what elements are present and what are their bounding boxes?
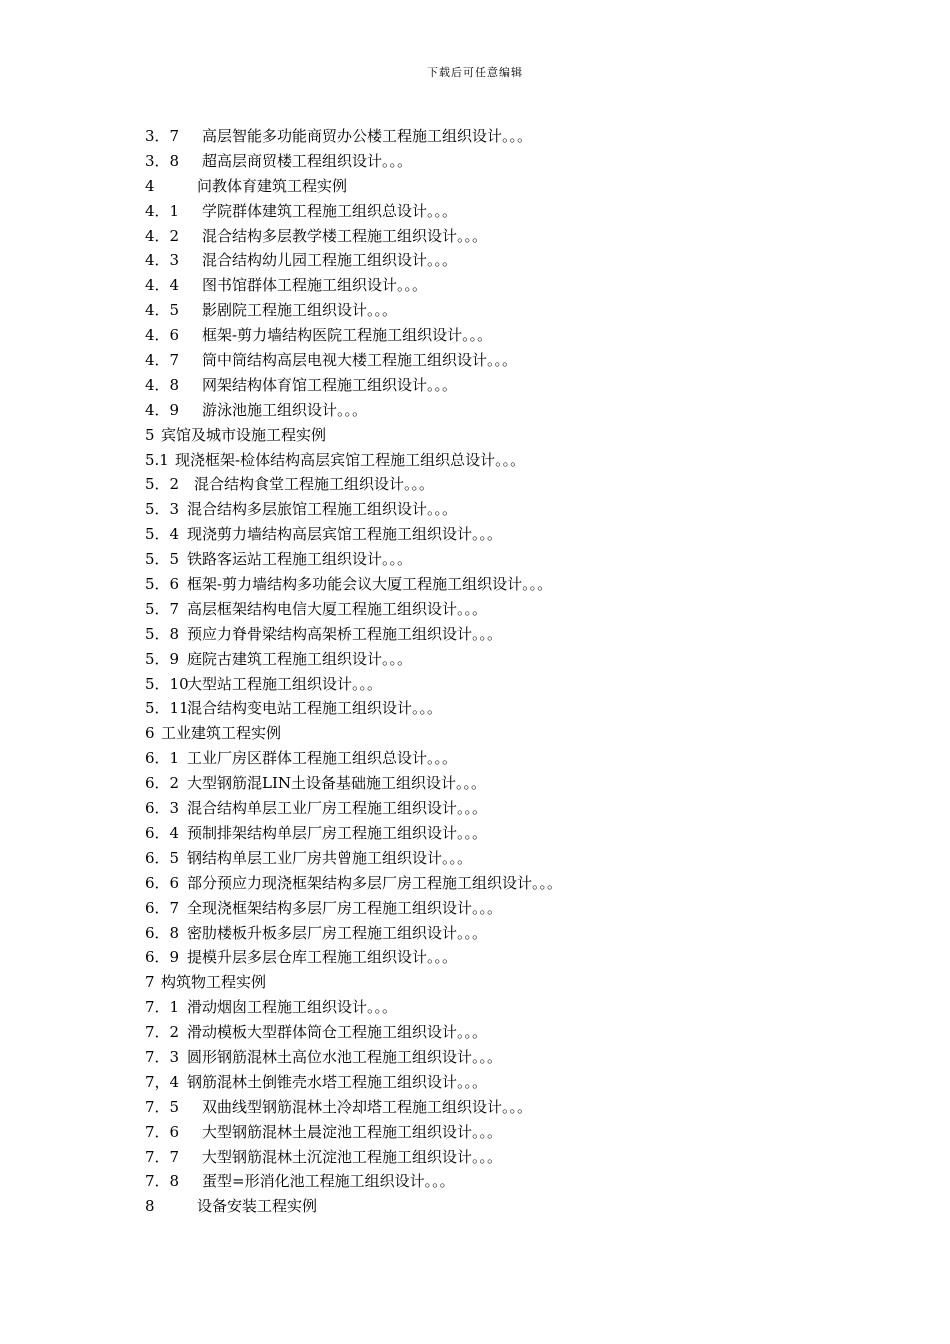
toc-entry [145, 771, 905, 796]
toc-entry [145, 323, 905, 348]
toc-entry [145, 721, 905, 746]
toc-entry-title: 大型钢筋混LIN土设备基础施工组织设计。。。 [187, 774, 487, 793]
toc-entry [145, 373, 905, 398]
toc-entry-title: 庭院古建筑工程施工组织设计。。。 [187, 649, 413, 668]
toc-entry-number: 3．8 [145, 151, 180, 170]
toc-entry-title: 预应力脊骨梁结构高架桥工程施工组织设计。。。 [187, 624, 503, 643]
page-header: 下载后可任意编辑 [427, 66, 523, 79]
toc-entry-title: 框架-剪力墙结构多功能会议大厦工程施工组织设计。。。 [187, 575, 553, 594]
toc-entry-title: 混合结构多层教学楼工程施工组织设计。。。 [202, 226, 488, 245]
toc-entry-number: 6．7 [145, 898, 180, 917]
toc-entry-title: 提模升层多层仓库工程施工组织设计。。。 [187, 948, 458, 967]
table-of-contents [145, 124, 905, 1219]
toc-entry-number: 5．10 [145, 674, 189, 693]
toc-entry-number: 4．5 [145, 301, 180, 320]
toc-entry-title: 大型钢筋混林土晨淀池工程施工组织设计。。。 [202, 1122, 503, 1141]
toc-entry [145, 1145, 905, 1170]
toc-entry-title: 工业建筑工程实例 [161, 724, 282, 743]
toc-entry-number: 6 [145, 724, 155, 743]
toc-entry-title: 筒中筒结构高层电视大楼工程施工组织设计。。。 [202, 351, 518, 370]
toc-entry-number: 6．2 [145, 774, 180, 793]
toc-entry-number: 7．2 [145, 1023, 180, 1042]
toc-entry [145, 497, 905, 522]
toc-entry-number: 5．2 [145, 475, 180, 494]
toc-entry [145, 846, 905, 871]
toc-entry-number: 5．8 [145, 624, 180, 643]
toc-entry [145, 273, 905, 298]
toc-entry-title: 学院群体建筑工程施工组织总设计。。。 [202, 201, 458, 220]
toc-entry [145, 124, 905, 149]
toc-entry [145, 970, 905, 995]
toc-entry-title: 全现浇框架结构多层厂房工程施工组织设计。。。 [187, 898, 503, 917]
toc-entry-title: 双曲线型钢筋混林土冷却塔工程施工组织设计。。。 [202, 1097, 533, 1116]
toc-entry-number: 3．7 [145, 127, 180, 145]
toc-entry-title: 混合结构食堂工程施工组织设计。。。 [194, 475, 435, 494]
toc-entry [145, 448, 905, 473]
toc-entry-number: 6．5 [145, 848, 180, 867]
toc-entry [145, 821, 905, 846]
toc-entry-title: 超高层商贸楼工程组织设计。。。 [202, 151, 413, 170]
toc-entry [145, 298, 905, 323]
toc-entry-number: 4．7 [145, 351, 180, 370]
toc-entry-title: 影剧院工程施工组织设计。。。 [202, 301, 398, 320]
toc-entry-number: 4．9 [145, 400, 180, 419]
toc-entry [145, 1194, 905, 1219]
toc-entry [145, 896, 905, 921]
toc-entry-number: 8 [145, 1197, 155, 1216]
toc-entry-title: 密肋楼板升板多层厂房工程施工组织设计。。。 [187, 923, 488, 942]
toc-entry-number: 6．9 [145, 948, 180, 967]
toc-entry [145, 522, 905, 547]
toc-entry-number: 6．1 [145, 749, 180, 768]
toc-entry-number: 7．3 [145, 1047, 180, 1066]
toc-entry-title: 宾馆及城市设施工程实例 [161, 425, 327, 444]
toc-entry [145, 871, 905, 896]
toc-entry [145, 1169, 905, 1194]
toc-entry-number: 7．8 [145, 1172, 180, 1191]
toc-entry-title: 网架结构体育馆工程施工组织设计。。。 [202, 375, 458, 394]
toc-entry [145, 672, 905, 697]
toc-entry-number: 7．6 [145, 1122, 180, 1141]
toc-entry-number: 4．6 [145, 326, 180, 345]
toc-entry [145, 921, 905, 946]
toc-entry-number: 7．1 [145, 998, 180, 1017]
toc-entry [145, 1095, 905, 1120]
toc-entry-number: 6．4 [145, 823, 180, 842]
toc-entry [145, 174, 905, 199]
toc-entry [145, 647, 905, 672]
toc-entry-number: 5．3 [145, 500, 180, 519]
toc-entry [145, 995, 905, 1020]
toc-entry [145, 398, 905, 423]
toc-entry-title: 现浇剪力墙结构高层宾馆工程施工组织设计。。。 [187, 525, 503, 544]
toc-entry-title: 圆形钢筋混林土高位水池工程施工组织设计。。。 [187, 1047, 503, 1066]
toc-entry-title: 高层框架结构电信大厦工程施工组织设计。。。 [187, 599, 488, 618]
toc-entry-number: 6．6 [145, 873, 180, 892]
toc-entry-title: 工业厂房区群体工程施工组织总设计。。。 [187, 749, 458, 768]
toc-entry-title: 混合结构变电站工程施工组织设计。。。 [187, 699, 443, 718]
toc-entry-title: 问教体育建筑工程实例 [197, 176, 348, 195]
toc-entry-number: 7 [145, 973, 155, 992]
toc-entry-title: 钢筋混林土倒锥壳水塔工程施工组织设计。。。 [187, 1072, 488, 1091]
toc-entry-title: 滑动烟囱工程施工组织设计。。。 [187, 998, 398, 1017]
toc-entry-title: 部分预应力现浇框架结构多层厂房工程施工组织设计。。。 [187, 873, 563, 892]
toc-entry [145, 224, 905, 249]
toc-entry [145, 1070, 905, 1095]
toc-entry-number: 5．9 [145, 649, 180, 668]
toc-entry-number: 4．3 [145, 251, 180, 270]
toc-entry-title: 构筑物工程实例 [161, 973, 267, 992]
toc-entry-title: 图书馆群体工程施工组织设计。。。 [202, 276, 428, 295]
toc-entry [145, 472, 905, 497]
toc-entry-number: 4．4 [145, 276, 180, 295]
toc-entry [145, 746, 905, 771]
toc-entry-number: 7，4 [145, 1072, 180, 1091]
toc-entry [145, 423, 905, 448]
toc-entry-number: 5 [145, 425, 155, 444]
toc-entry-number: 6．8 [145, 923, 180, 942]
toc-entry [145, 622, 905, 647]
toc-entry [145, 547, 905, 572]
toc-entry-title: 钢结构单层工业厂房共曾施工组织设计。。。 [187, 848, 473, 867]
toc-entry-number: 5．4 [145, 525, 180, 544]
toc-entry-number: 5．6 [145, 575, 180, 594]
toc-entry [145, 1120, 905, 1145]
toc-entry [145, 796, 905, 821]
toc-entry [145, 248, 905, 273]
toc-entry-title: 蛋型=形消化池工程施工组织设计。。。 [202, 1172, 455, 1191]
toc-entry-number: 4．1 [145, 201, 180, 220]
toc-entry-number: 5.1 [145, 450, 169, 469]
toc-entry-number: 7．5 [145, 1097, 180, 1116]
toc-entry-title: 框架-剪力墙结构医院工程施工组织设计。。。 [202, 326, 493, 345]
toc-entry-number: 5．11 [145, 699, 189, 718]
toc-entry-title: 铁路客运站工程施工组织设计。。。 [187, 550, 413, 569]
toc-entry [145, 572, 905, 597]
toc-entry [145, 199, 905, 224]
toc-entry-title: 混合结构单层工业厂房工程施工组织设计。。。 [187, 799, 488, 818]
toc-entry-number: 5．5 [145, 550, 180, 569]
toc-entry-title: 混合结构幼儿园工程施工组织设计。。。 [202, 251, 458, 270]
toc-entry-title: 预制排架结构单层厂房工程施工组织设计。。。 [187, 823, 488, 842]
toc-entry [145, 1045, 905, 1070]
toc-entry-number: 4．8 [145, 375, 180, 394]
toc-entry-title: 大型钢筋混林土沉淀池工程施工组织设计。。。 [202, 1147, 503, 1166]
toc-entry [145, 696, 905, 721]
toc-entry-title: 高层智能多功能商贸办公楼工程施工组织设计。。。 [202, 127, 533, 145]
toc-entry-title: 滑动模板大型群体筒仓工程施工组织设计。。。 [187, 1023, 488, 1042]
toc-entry [145, 149, 905, 174]
toc-entry-title: 现浇框架-检体结构高层宾馆工程施工组织总设计。。。 [175, 450, 526, 469]
toc-entry-number: 6．3 [145, 799, 180, 818]
toc-entry-title: 混合结构多层旅馆工程施工组织设计。。。 [187, 500, 458, 519]
toc-entry-number: 4 [145, 176, 155, 195]
toc-entry-title: 游泳池施工组织设计。。。 [202, 400, 368, 419]
toc-entry [145, 945, 905, 970]
toc-entry-title: 大型站工程施工组织设计。。。 [187, 674, 383, 693]
toc-entry [145, 348, 905, 373]
toc-entry [145, 1020, 905, 1045]
toc-entry [145, 597, 905, 622]
toc-entry-number: 5．7 [145, 599, 180, 618]
toc-entry-title: 设备安装工程实例 [197, 1197, 318, 1216]
toc-entry-number: 7．7 [145, 1147, 180, 1166]
toc-entry-number: 4．2 [145, 226, 180, 245]
